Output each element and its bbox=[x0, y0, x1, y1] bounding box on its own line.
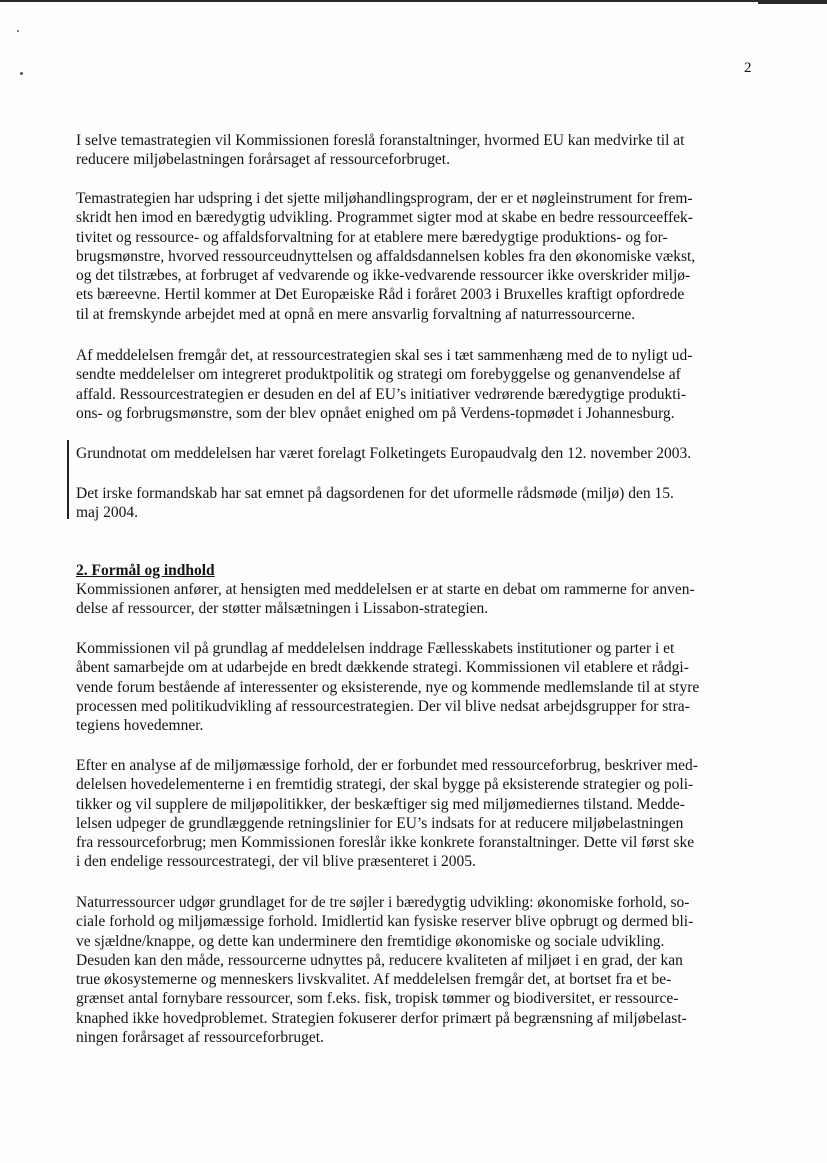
scan-speck bbox=[20, 72, 23, 75]
paragraph-natural-resources bbox=[76, 893, 752, 1047]
paragraph-grundnotat bbox=[76, 444, 752, 463]
text-line: maj 2004. bbox=[76, 504, 138, 522]
text-line: brugsmønstre, hvorved ressourceudnyttelsen og affaldsdannelsen kobles fra den økonomiske vækst, bbox=[76, 247, 696, 265]
text-line: tegiens hovedemner. bbox=[76, 717, 204, 735]
text-line: vende forum bestående af interessenter og eksisterende, nye og kommende medlemslande til at styre bbox=[76, 678, 700, 696]
text-line: Temastrategien har udspring i det sjette miljøhandlingsprogram, der er et nøgleinstrument for frem- bbox=[76, 190, 693, 207]
text-line: Kommissionen anfører, at hensigten med meddelelsen er at starte en debat om rammerne for anven- bbox=[76, 581, 695, 598]
text-line: delse af ressourcer, der støtter målsætningen i Lissabon-strategien. bbox=[76, 600, 489, 618]
text-line: knaphed ikke hovedproblemet. Strategien fokuserer derfor primært på begrænsning af miljøbelast- bbox=[76, 1009, 687, 1027]
paragraph-intro bbox=[76, 131, 752, 170]
top-border-line-right bbox=[758, 2, 827, 4]
text-line: Desuden kan den måde, ressourcerne udnyttes på, reducere kvaliteten af miljøet i en grad, der kan bbox=[76, 951, 683, 969]
text-line: delelsen hovedelementerne i en fremtidig strategi, der skal bygge på eksisterende strategier og poli- bbox=[76, 776, 694, 794]
text-line: reducere miljøbelastningen forårsaget af ressourceforbruget. bbox=[76, 151, 450, 169]
text-line: ve sjældne/knappe, og dette kan underminere den fremtidige økonomiske og sociale udvikling. bbox=[76, 932, 665, 950]
text-line: fra ressourceforbrug; men Kommissionen foreslår ikke konkrete foranstaltninger. Dette vil først ske bbox=[76, 834, 695, 852]
text-line: ons- og forbrugsmønstre, som der blev opnået enighed om på Verdens-topmødet i Johannesburg. bbox=[76, 404, 675, 422]
paragraph-context bbox=[76, 346, 752, 423]
paragraph-presidency bbox=[76, 484, 752, 523]
text-line: Grundnotat om meddelelsen har været forelagt Folketingets Europaudvalg den 12. november 2003. bbox=[76, 445, 692, 462]
text-line: I selve temastrategien vil Kommissionen foreslå foranstaltninger, hvormed EU kan medvirke til at bbox=[76, 132, 685, 149]
text-line: ets bæreevne. Hertil kommer at Det Europæiske Råd i foråret 2003 i Bruxelles kraftigt opfordrede bbox=[76, 286, 685, 304]
scan-speck bbox=[17, 30, 19, 32]
text-line: true økosystemerne og menneskers livskvalitet. Af meddelelsen fremgår det, at bortset fra et be- bbox=[76, 971, 672, 989]
text-line: tikker og vil supplere de miljøpolitikker, der beskæftiger sig med miljømediernes tilstand. Medde- bbox=[76, 795, 685, 813]
text-line: tivitet og ressource- og affaldsforvaltning for at etablere mere bæredygtige produktions- og for- bbox=[76, 228, 668, 246]
text-line: Det irske formandskab har sat emnet på dagsordenen for det uformelle rådsmøde (miljø) den 15. bbox=[76, 485, 674, 502]
text-line: og det tilstræbes, at forbruget af vedvarende og ikke-vedvarende ressourcer ikke overskrider miljø- bbox=[76, 267, 691, 285]
text-line: grænset antal fornybare ressourcer, som f.eks. fisk, tropisk tømmer og biodiversitet, er ressource- bbox=[76, 990, 679, 1008]
text-line: lelsen udpeger de grundlæggende retningslinier for EU’s indsats for at reducere miljøbelastningen bbox=[76, 814, 684, 832]
text-line: åbent samarbejde om at udarbejde en bredt dækkende strategi. Kommissionen vil etablere et rådgi- bbox=[76, 659, 689, 677]
text-line: sendte meddelelser om integreret produktpolitik og strategi om forebyggelse og genanvendelse af bbox=[76, 366, 681, 384]
paragraph-background bbox=[76, 189, 752, 324]
text-line: Efter en analyse af de miljømæssige forhold, der er forbundet med ressourceforbrug, beskriver med- bbox=[76, 757, 698, 774]
text-line: affald. Ressourcestrategien er desuden en del af EU’s initiativer vedrørende bæredygtige produkti- bbox=[76, 385, 687, 403]
text-line: skridt hen imod en bæredygtig udvikling. Programmet sigter mod at skabe en bedre ressourceeffek- bbox=[76, 209, 693, 227]
text-line: Kommissionen vil på grundlag af meddelelsen inddrage Fællesskabets institutioner og parter i et bbox=[76, 640, 675, 657]
text-line: Naturressourcer udgør grundlaget for de tre søjler i bæredygtig udvikling: økonomiske forhold, so- bbox=[76, 894, 690, 911]
page-number: 2 bbox=[744, 60, 752, 76]
revision-bar bbox=[67, 440, 69, 519]
text-line: processen med politikudvikling af ressourcestrategien. Der vil blive nedsat arbejdsgrupper for stra- bbox=[76, 697, 690, 715]
paragraph-analysis bbox=[76, 756, 752, 872]
text-line: ningen forårsaget af ressourceforbruget. bbox=[76, 1029, 324, 1047]
section-heading: 2. Formål og indhold bbox=[76, 562, 215, 579]
text-line: til at fremskynde arbejdet med at opnå en mere ansvarlig forvaltning af naturressourcerne. bbox=[76, 305, 636, 323]
text-line: i den endelige ressourcestrategi, der vil blive præsenteret i 2005. bbox=[76, 853, 476, 871]
text-line: Af meddelelsen fremgår det, at ressourcestrategien skal ses i tæt sammenhæng med de to nyligt ud- bbox=[76, 347, 693, 364]
text-line: ciale forhold og miljømæssige forhold. Imidlertid kan fysiske reserver blive opbrugt og dermed bli- bbox=[76, 913, 694, 931]
paragraph-purpose bbox=[76, 580, 752, 619]
paragraph-cooperation bbox=[76, 639, 752, 735]
top-border-line bbox=[0, 0, 827, 2]
